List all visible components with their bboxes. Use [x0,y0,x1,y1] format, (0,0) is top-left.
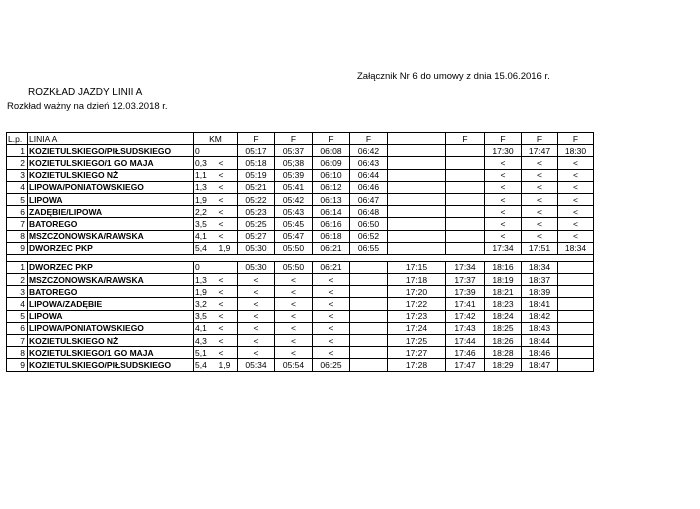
row-number: 3 [7,169,28,181]
row-number: 9 [7,359,28,371]
departure-time: < [522,157,558,169]
table-row [7,157,594,169]
departure-time: < [558,181,594,193]
departure-time [558,322,594,334]
km-extra: < [218,310,238,322]
departure-time [446,181,485,193]
departure-time: < [313,274,350,286]
table-row [7,181,594,193]
departure-time: < [238,298,275,310]
departure-time: < [275,310,313,322]
departure-time: 05:30 [238,261,275,273]
km-value: 1,3 [194,274,218,286]
gap-cell [388,206,446,218]
departure-time: 17:47 [446,359,485,371]
km-extra: < [218,193,238,205]
departure-time: 17:47 [522,145,558,157]
stop-name: LIPOWA/PONIATOWSKIEGO [28,181,194,193]
separator-cell [388,254,446,261]
departure-time: 06:55 [350,242,388,254]
gap-cell [388,230,446,242]
gap-cell: 17:15 [388,261,446,273]
departure-time [558,261,594,273]
departure-time: < [522,169,558,181]
departure-time [350,274,388,286]
departure-time: 06:44 [350,169,388,181]
km-value: 3,5 [194,218,218,230]
departure-time: 17:30 [485,145,522,157]
departure-time: 06:52 [350,230,388,242]
stop-name: MSZCZONOWSKA/RAWSKA [28,274,194,286]
departure-time: 18:39 [522,286,558,298]
departure-time: 06:16 [313,218,350,230]
departure-time: 18:28 [485,347,522,359]
timetable [6,132,594,372]
col-header-f: F [446,133,485,145]
gap-cell [388,181,446,193]
departure-time: 06:10 [313,169,350,181]
departure-time [350,261,388,273]
departure-time: < [522,181,558,193]
departure-time: < [485,193,522,205]
km-extra: < [218,230,238,242]
departure-time: < [238,335,275,347]
departure-time: < [313,347,350,359]
departure-time [558,274,594,286]
departure-time: 06:46 [350,181,388,193]
departure-time: 05:45 [275,218,313,230]
stop-name: MSZCZONOWSKA/RAWSKA [28,230,194,242]
gap-cell: 17:24 [388,322,446,334]
km-extra: < [218,169,238,181]
col-header-km: KM [194,133,238,145]
table-header-row [7,133,594,145]
departure-time: 17:51 [522,242,558,254]
departure-time: < [275,274,313,286]
departure-time: < [558,157,594,169]
separator-cell [218,254,238,261]
departure-time: 17:39 [446,286,485,298]
departure-time: < [313,322,350,334]
stop-name: KOZIETULSKIEGO NŻ [28,335,194,347]
gap-cell: 17:18 [388,274,446,286]
departure-time: < [275,286,313,298]
departure-time [446,157,485,169]
col-header-f: F [485,133,522,145]
gap-cell [388,218,446,230]
departure-time: 18:47 [522,359,558,371]
departure-time: 05:18 [238,157,275,169]
departure-time: 06:13 [313,193,350,205]
departure-time: 18:37 [522,274,558,286]
row-number: 1 [7,261,28,273]
row-number: 1 [7,145,28,157]
departure-time: 18:34 [522,261,558,273]
row-number: 8 [7,230,28,242]
row-number: 5 [7,193,28,205]
departure-time: < [558,230,594,242]
departure-time: 05:30 [238,242,275,254]
km-value: 0 [194,261,218,273]
departure-time: < [522,206,558,218]
validity-date: Rozkład ważny na dzień 12.03.2018 r. [7,101,168,112]
table-row [7,169,594,181]
departure-time: 17:43 [446,322,485,334]
table-row [7,230,594,242]
departure-time: 18:16 [485,261,522,273]
departure-time: < [275,347,313,359]
km-extra: < [218,335,238,347]
departure-time: 05:25 [238,218,275,230]
separator-cell [350,254,388,261]
departure-time: 05:54 [275,359,313,371]
departure-time: < [238,274,275,286]
departure-time: 06:25 [313,359,350,371]
departure-time [446,193,485,205]
departure-time: 06:18 [313,230,350,242]
stop-name: BATOREGO [28,218,194,230]
km-value: 4,3 [194,335,218,347]
row-number: 7 [7,218,28,230]
departure-time: 18:24 [485,310,522,322]
departure-time: < [485,181,522,193]
row-number: 5 [7,310,28,322]
km-value: 4,1 [194,230,218,242]
departure-time: 05:39 [275,169,313,181]
departure-time: < [313,310,350,322]
departure-time: < [238,347,275,359]
departure-time: < [275,322,313,334]
separator-cell [28,254,194,261]
table-row [7,193,594,205]
departure-time: 06:48 [350,206,388,218]
departure-time [558,335,594,347]
departure-time: 05:47 [275,230,313,242]
km-extra: < [218,286,238,298]
departure-time: < [275,298,313,310]
km-value: 3,5 [194,310,218,322]
departure-time: 05:27 [238,230,275,242]
row-number: 7 [7,335,28,347]
table-row [7,242,594,254]
departure-time: < [558,169,594,181]
departure-time: 05:34 [238,359,275,371]
col-header-line: LINIA A [28,133,194,145]
col-header-f: F [275,133,313,145]
departure-time: < [485,230,522,242]
stop-name: LIPOWA [28,193,194,205]
table-row [7,347,594,359]
stop-name: KOZIETULSKIEGO/PIŁSUDSKIEGO [28,359,194,371]
departure-time: 05;38 [275,157,313,169]
gap-cell [388,145,446,157]
col-header-f: F [350,133,388,145]
departure-time: 05:41 [275,181,313,193]
separator-cell [238,254,275,261]
departure-time [446,206,485,218]
row-number: 3 [7,286,28,298]
departure-time [558,286,594,298]
km-extra: < [218,322,238,334]
departure-time [350,322,388,334]
gap-cell: 17:25 [388,335,446,347]
separator-cell [558,254,594,261]
departure-time: 06:42 [350,145,388,157]
departure-time [558,347,594,359]
departure-time [558,298,594,310]
km-value: 1,9 [194,286,218,298]
departure-time: 05:43 [275,206,313,218]
km-value: 1,9 [194,193,218,205]
km-value: 4,1 [194,322,218,334]
departure-time: 18:21 [485,286,522,298]
departure-time: 06:21 [313,261,350,273]
departure-time: 05:21 [238,181,275,193]
departure-time: 05:23 [238,206,275,218]
departure-time [350,286,388,298]
timetable-body [7,145,594,371]
section-separator [7,254,594,261]
stop-name: KOZIETULSKIEGO/1 GO MAJA [28,157,194,169]
table-row [7,335,594,347]
departure-time: 18:30 [558,145,594,157]
departure-time: 18:41 [522,298,558,310]
km-value: 1,3 [194,181,218,193]
km-extra: < [218,206,238,218]
table-row [7,206,594,218]
separator-cell [446,254,485,261]
table-row [7,218,594,230]
col-header-empty [388,133,446,145]
departure-time: 18:34 [558,242,594,254]
departure-time: 18:26 [485,335,522,347]
row-number: 6 [7,322,28,334]
gap-cell: 17:22 [388,298,446,310]
departure-time: 05:19 [238,169,275,181]
table-row [7,261,594,273]
row-number: 4 [7,298,28,310]
table-row [7,310,594,322]
km-extra: < [218,347,238,359]
km-extra: 1,9 [218,359,238,371]
departure-time: 05:50 [275,261,313,273]
departure-time: < [313,298,350,310]
departure-time [350,335,388,347]
departure-time: < [238,310,275,322]
km-value: 5,4 [194,242,218,254]
km-extra [218,261,238,273]
col-header-f: F [313,133,350,145]
col-header-f: F [522,133,558,145]
departure-time [446,145,485,157]
departure-time: < [238,286,275,298]
departure-time [446,169,485,181]
table-row [7,298,594,310]
separator-cell [522,254,558,261]
departure-time: < [313,286,350,298]
page-title: ROZKŁAD JAZDY LINII A [28,87,143,98]
km-value: 5,1 [194,347,218,359]
km-extra: < [218,157,238,169]
departure-time: 18:46 [522,347,558,359]
table-row [7,359,594,371]
departure-time [350,310,388,322]
gap-cell [388,169,446,181]
row-number: 2 [7,157,28,169]
row-number: 2 [7,274,28,286]
stop-name: LIPOWA/PONIATOWSKIEGO [28,322,194,334]
departure-time: 17:34 [446,261,485,273]
departure-time: 17:44 [446,335,485,347]
departure-time: 17:34 [485,242,522,254]
departure-time: 18:25 [485,322,522,334]
departure-time [558,310,594,322]
separator-cell [7,254,28,261]
stop-name: KOZIETULSKIEGO/1 GO MAJA [28,347,194,359]
stop-name: LIPOWA [28,310,194,322]
departure-time: < [558,193,594,205]
departure-time: 06:08 [313,145,350,157]
departure-time [350,298,388,310]
row-number: 6 [7,206,28,218]
departure-time: 17:37 [446,274,485,286]
stop-name: KOZIETULSKIEGO/PIŁSUDSKIEGO [28,145,194,157]
row-number: 4 [7,181,28,193]
table-row [7,145,594,157]
departure-time: 18:44 [522,335,558,347]
col-header-f: F [238,133,275,145]
stop-name: ZADĘBIE/LIPOWA [28,206,194,218]
row-number: 8 [7,347,28,359]
departure-time: < [558,206,594,218]
col-header-lp: L.p. [7,133,28,145]
departure-time: < [485,218,522,230]
gap-cell: 17:23 [388,310,446,322]
km-extra: < [218,181,238,193]
departure-time: < [522,193,558,205]
departure-time: 06:47 [350,193,388,205]
departure-time [350,347,388,359]
stop-name: DWORZEC PKP [28,242,194,254]
gap-cell: 17:28 [388,359,446,371]
km-extra [218,145,238,157]
departure-time: 05:42 [275,193,313,205]
departure-time: 18:19 [485,274,522,286]
separator-cell [275,254,313,261]
km-extra: < [218,218,238,230]
departure-time [350,359,388,371]
separator-cell [313,254,350,261]
gap-cell: 17:27 [388,347,446,359]
table-row [7,274,594,286]
table-row [7,286,594,298]
km-extra: < [218,298,238,310]
departure-time: 17:41 [446,298,485,310]
km-value: 3,2 [194,298,218,310]
km-value: 0,3 [194,157,218,169]
stop-name: DWORZEC PKP [28,261,194,273]
departure-time: 06:50 [350,218,388,230]
departure-time: 18:23 [485,298,522,310]
departure-time: 18:29 [485,359,522,371]
departure-time [558,359,594,371]
departure-time: < [485,206,522,218]
departure-time: 17:46 [446,347,485,359]
stop-name: LIPOWA/ZADĘBIE [28,298,194,310]
gap-cell [388,242,446,254]
departure-time: 17:42 [446,310,485,322]
km-value: 0 [194,145,218,157]
departure-time: < [522,218,558,230]
departure-time: < [275,335,313,347]
km-value: 5,4 [194,359,218,371]
stop-name: KOZIETULSKIEGO NŻ [28,169,194,181]
km-extra: < [218,274,238,286]
gap-cell: 17:20 [388,286,446,298]
departure-time: < [558,218,594,230]
departure-time: 18:43 [522,322,558,334]
col-header-f: F [558,133,594,145]
departure-time: 05:37 [275,145,313,157]
separator-cell [194,254,218,261]
departure-time [446,230,485,242]
departure-time: 06:09 [313,157,350,169]
km-value: 1,1 [194,169,218,181]
departure-time: < [313,335,350,347]
departure-time: 06:14 [313,206,350,218]
separator-cell [485,254,522,261]
departure-time: 06:12 [313,181,350,193]
table-row [7,322,594,334]
km-extra: 1,9 [218,242,238,254]
gap-cell [388,157,446,169]
row-number: 9 [7,242,28,254]
stop-name: BATOREGO [28,286,194,298]
gap-cell [388,193,446,205]
departure-time: 05:50 [275,242,313,254]
departure-time: 18:42 [522,310,558,322]
departure-time: 05:17 [238,145,275,157]
departure-time [446,242,485,254]
departure-time: < [485,157,522,169]
departure-time: < [238,322,275,334]
departure-time [446,218,485,230]
departure-time: < [485,169,522,181]
departure-time: 06:21 [313,242,350,254]
departure-time: 06:43 [350,157,388,169]
attachment-note: Załącznik Nr 6 do umowy z dnia 15.06.2016 r. [357,71,550,82]
departure-time: 05:22 [238,193,275,205]
departure-time: < [522,230,558,242]
km-value: 2,2 [194,206,218,218]
